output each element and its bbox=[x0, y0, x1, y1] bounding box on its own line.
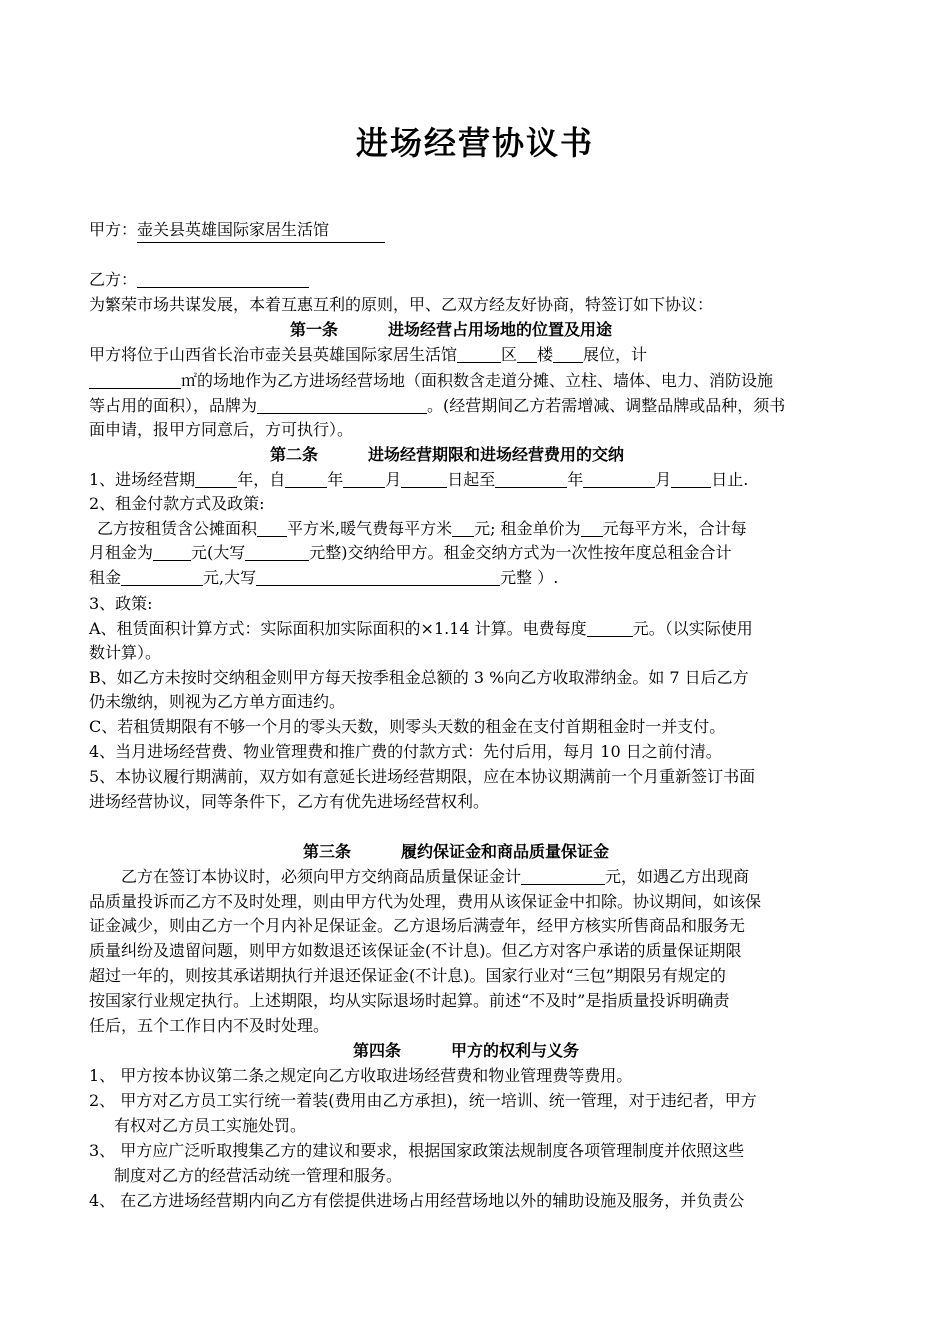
clause-5-line: 进场经营协议，同等条件下，乙方有优先进场经营权利。 bbox=[89, 792, 490, 811]
article-3-line: 证金减少，则由乙方一个月内补足保证金。乙方退场后满壹年，经甲方核实所售商品和服务无 bbox=[89, 916, 746, 935]
document-title: 进场经营协议书 bbox=[355, 124, 594, 162]
text-span: 月 bbox=[385, 470, 402, 489]
article-1-line bbox=[89, 343, 879, 367]
text-span: A、租赁面积计算方式：实际面积加实际面积的×1.14 计算。电费每度 bbox=[89, 619, 587, 638]
article-4-item: 3、 甲方应广泛听取搜集乙方的建议和要求，根据国家政策法规制度各项管理制度并依照这些 bbox=[89, 1141, 745, 1160]
text-span: 月 bbox=[655, 470, 672, 489]
blank-monthly-rent-words[interactable] bbox=[245, 543, 309, 561]
article-1-heading bbox=[290, 318, 612, 342]
rent-line bbox=[89, 566, 879, 590]
rent-line bbox=[89, 541, 879, 565]
text-span: 年 bbox=[327, 470, 344, 489]
blank-total-rent[interactable] bbox=[121, 568, 203, 586]
party-a-label: 甲方： bbox=[89, 220, 138, 239]
article-3-title: 履约保证金和商品质量保证金 bbox=[401, 842, 610, 861]
article-1-number: 第一条 bbox=[290, 320, 339, 339]
text-span: 。(经营期间乙方若需增减、调整品牌或品种，须书 bbox=[427, 396, 786, 415]
rent-line bbox=[97, 517, 887, 541]
rent-payment-heading: 2、租金付款方式及政策: bbox=[89, 494, 265, 513]
text-span: 日止. bbox=[711, 470, 749, 489]
article-2-heading bbox=[270, 443, 624, 467]
article-4-heading bbox=[353, 1039, 579, 1063]
article-2-title: 进场经营期限和进场经营费用的交纳 bbox=[368, 445, 625, 464]
party-a-line bbox=[89, 218, 879, 243]
policy-b-line: 仍未缴纳，则视为乙方单方面违约。 bbox=[89, 692, 346, 711]
policy-a-line bbox=[89, 617, 879, 641]
policy-c-line: C、若租赁期限有不够一个月的零头天数，则零头天数的租金在支付首期租金时一并支付。 bbox=[89, 717, 726, 736]
article-4-item: 2、 甲方对乙方员工实行统一着装(费用由乙方承担)，统一培训、统一管理，对于违纪者，甲方 bbox=[89, 1091, 757, 1110]
party-b-line bbox=[89, 268, 879, 292]
text-span: 元每平方米，合计每 bbox=[602, 519, 747, 538]
article-4-title: 甲方的权利与义务 bbox=[451, 1041, 580, 1060]
intro-text: 为繁荣市场共谋发展，本着互惠互利的原则，甲、乙双方经友好协商，特签订如下协议： bbox=[89, 295, 714, 314]
article-3-line: 任后，五个工作日内不及时处理。 bbox=[89, 1016, 330, 1035]
blank-start-day[interactable] bbox=[401, 470, 447, 488]
blank-brand[interactable] bbox=[257, 396, 427, 414]
blank-years[interactable] bbox=[195, 470, 237, 488]
party-b-blank[interactable] bbox=[137, 270, 309, 288]
text-span: 元,大写 bbox=[203, 568, 257, 587]
text-span: 楼 bbox=[537, 345, 554, 364]
text-span: 年 bbox=[567, 470, 584, 489]
text-span: 日起至 bbox=[447, 470, 496, 489]
text-span: ㎡的场地作为乙方进场经营场地（面积数含走道分摊、立柱、墙体、电力、消防设施 bbox=[181, 371, 774, 390]
article-4-item: 有权对乙方员工实施处罚。 bbox=[114, 1116, 307, 1135]
article-3-heading bbox=[303, 840, 609, 864]
text-span: 区 bbox=[501, 345, 518, 364]
blank-heating-fee[interactable] bbox=[452, 519, 474, 537]
article-3-number: 第三条 bbox=[303, 842, 352, 861]
text-span: 乙方在签订本协议时，必须向甲方交纳商品质量保证金计 bbox=[121, 867, 522, 886]
blank-floor[interactable] bbox=[517, 345, 537, 363]
article-4-number: 第四条 bbox=[353, 1041, 402, 1060]
blank-start-month[interactable] bbox=[343, 470, 385, 488]
article-3-line: 质量纠纷及遗留问题，则甲方如数退还该保证金(不计息)。但乙方对客户承诺的质量保证期限 bbox=[89, 941, 742, 960]
policy-heading: 3、政策: bbox=[89, 594, 153, 613]
article-3-line: 品质量投诉而乙方不及时处理，则由甲方代为处理，费用从该保证金中扣除。协议期间，如该保 bbox=[89, 892, 762, 911]
term-line bbox=[89, 468, 879, 492]
blank-booth[interactable] bbox=[553, 345, 583, 363]
policy-a-line: 数计算）。 bbox=[89, 643, 162, 662]
clause-5-line: 5、本协议履行期满前，双方如有意延长进场经营期限，应在本协议期满前一个月重新签订书面 bbox=[89, 767, 756, 786]
text-span: 平方米,暖气费每平方米 bbox=[287, 519, 453, 538]
text-span: 等占用的面积），品牌为 bbox=[89, 396, 258, 415]
blank-monthly-rent[interactable] bbox=[153, 543, 191, 561]
blank-end-month[interactable] bbox=[583, 470, 655, 488]
text-span: 甲方将位于山西省长治市壶关县英雄国际家居生活馆 bbox=[89, 345, 458, 364]
article-3-line: 超过一年的，则按其承诺期执行并退还保证金(不计息)。国家行业对“三包”期限另有规定的 bbox=[89, 966, 726, 985]
blank-rent-area[interactable] bbox=[257, 519, 287, 537]
article-2-number: 第二条 bbox=[270, 445, 319, 464]
clause-4-line: 4、当月进场经营费、物业管理费和推广费的付款方式：先付后用，每月 10 日之前付清。 bbox=[89, 742, 722, 761]
article-4-item: 4、 在乙方进场经营期内向乙方有偿提供进场占用经营场地以外的辅助设施及服务，并负责公 bbox=[89, 1191, 745, 1210]
blank-start-year[interactable] bbox=[285, 470, 327, 488]
blank-total-rent-words[interactable] bbox=[256, 568, 500, 586]
article-3-line bbox=[89, 865, 879, 889]
text-span: 展位，计 bbox=[583, 345, 648, 364]
text-span: 元; 租金单价为 bbox=[474, 519, 581, 538]
article-1-line bbox=[89, 394, 879, 418]
blank-deposit[interactable] bbox=[521, 867, 605, 885]
text-span: 元，如遇乙方出现商 bbox=[605, 867, 750, 886]
text-span: 乙方按租赁含公摊面积 bbox=[97, 519, 258, 538]
blank-area[interactable] bbox=[89, 371, 181, 389]
party-b-label: 乙方： bbox=[89, 270, 138, 289]
article-1-line bbox=[89, 369, 879, 393]
article-3-line: 按国家行业规定执行。上述期限，均从实际退场时起算。前述“不及时”是指质量投诉明确责 bbox=[89, 991, 730, 1010]
article-1-title: 进场经营占用场地的位置及用途 bbox=[388, 320, 613, 339]
article-4-item: 制度对乙方的经营活动统一管理和服务。 bbox=[114, 1166, 403, 1185]
text-span: 元整 ）. bbox=[500, 568, 559, 587]
text-span: 月租金为 bbox=[89, 543, 154, 562]
blank-end-day[interactable] bbox=[671, 470, 711, 488]
text-span: 元(大写 bbox=[191, 543, 246, 562]
blank-electricity-fee[interactable] bbox=[587, 619, 633, 637]
text-span: 元整)交纳给甲方。租金交纳方式为一次性按年度总租金合计 bbox=[309, 543, 732, 562]
party-a-name: 壶关县英雄国际家居生活馆 bbox=[137, 218, 385, 243]
policy-b-line: B、如乙方未按时交纳租金则甲方每天按季租金总额的 3 %向乙方收取滞纳金。如 7 日后乙方 bbox=[89, 668, 749, 687]
blank-end-year[interactable] bbox=[495, 470, 567, 488]
text-span: 元。（以实际使用 bbox=[632, 619, 753, 638]
article-4-item: 1、 甲方按本协议第二条之规定向乙方收取进场经营费和物业管理费等费用。 bbox=[89, 1066, 633, 1085]
blank-unit-price[interactable] bbox=[581, 519, 603, 537]
article-1-line: 面申请，报甲方同意后，方可执行）。 bbox=[89, 420, 354, 439]
blank-zone[interactable] bbox=[457, 345, 501, 363]
text-span: 年，自 bbox=[237, 470, 286, 489]
text-span: 租金 bbox=[89, 568, 122, 587]
text-span: 1、进场经营期 bbox=[89, 470, 196, 489]
